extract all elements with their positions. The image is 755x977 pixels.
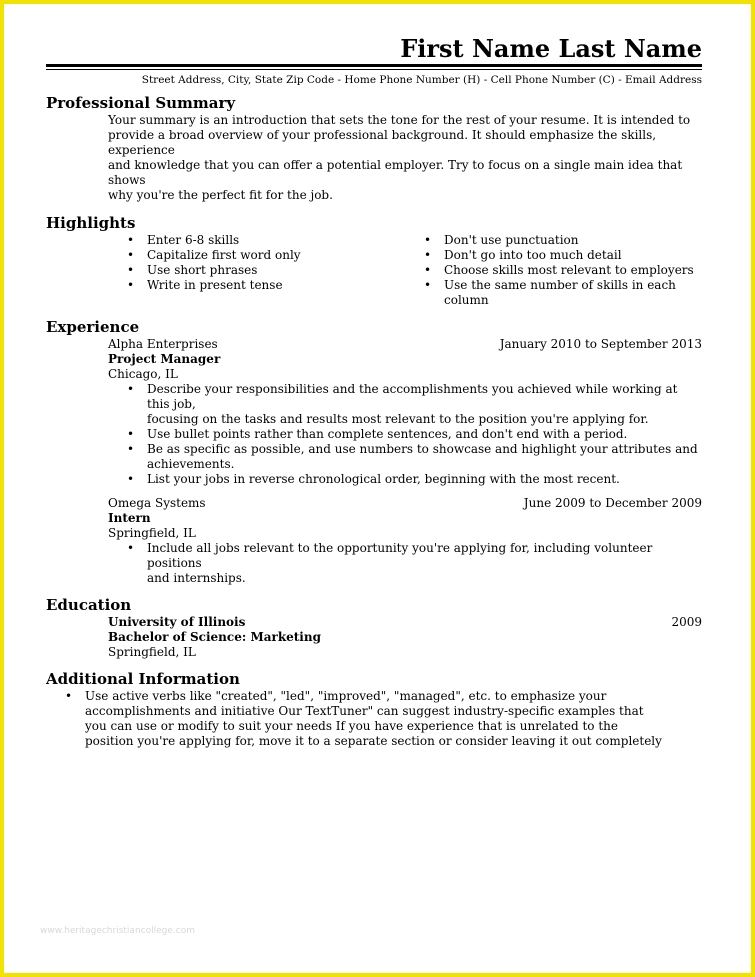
education-header [108,615,702,630]
highlights-right-column [405,233,702,308]
education-section [46,595,702,660]
job-header [108,337,702,352]
list-item [108,382,702,427]
bullet-icon: • [127,263,135,277]
graduation-year: 2009 [671,615,702,629]
summary-section [46,93,702,203]
degree-line [108,630,702,645]
additional-bullets [46,689,702,749]
job-bullets [108,382,702,487]
job-dates: January 2010 to September 2013 [499,337,702,351]
list-item [46,689,702,749]
summary-line: Your summary is an introduction that sets the tone for the rest of your resume. It is intended to [108,113,691,127]
bullet-text: you can use or modify to suit your needs If you have experience that is unrelated to the [85,719,618,733]
bullet-icon: • [424,278,432,292]
bullet-text: achievements. [147,457,235,471]
contact-line: Street Address, City, State Zip Code - Home Phone Number (H) - Cell Phone Number (C) - Email Address [141,74,702,86]
highlight-text: Don't go into too much detail [444,248,622,262]
bullet-text: List your jobs in reverse chronological order, beginning with the most recent. [147,472,620,486]
bullet-icon: • [424,233,432,247]
summary-line: and knowledge that you can offer a potential employer. Try to focus on a single main idea that shows [108,158,683,187]
highlight-text: Capitalize first word only [147,248,301,262]
list-item [108,442,702,472]
job-role: Project Manager [108,352,221,366]
additional-section [46,669,702,749]
bullet-text: accomplishments and initiative Our TextTuner" can suggest industry-specific examples that [85,704,644,718]
list-item [108,263,405,278]
education-title: Education [46,596,132,614]
bullet-icon: • [127,233,135,247]
list-item [405,248,702,263]
degree-major: Marketing [250,630,321,644]
bullet-icon: • [127,382,135,396]
bullet-icon: • [65,689,73,703]
degree-name: Bachelor of Science [108,630,242,644]
school-name: University of Illinois [108,615,246,629]
education-entry [108,615,702,660]
list-item [108,472,702,487]
highlight-text: Don't use punctuation [444,233,579,247]
bullet-text: Use bullet points rather than complete sentences, and don't end with a period. [147,427,628,441]
bullet-icon: • [127,541,135,555]
bullet-icon: • [127,248,135,262]
bullet-text: Include all jobs relevant to the opportunity you're applying for, including volunteer positions [147,541,653,570]
degree-separator: : [241,630,251,644]
list-item [108,233,405,248]
highlights-columns [108,233,702,308]
header-rule-thick [46,64,702,67]
bullet-icon: • [127,442,135,456]
summary-text [108,113,702,203]
list-item [405,233,702,248]
bullet-text: and internships. [147,571,246,585]
list-item [108,541,702,586]
bullet-text: Describe your responsibilities and the accomplishments you achieved while working at this job, [147,382,678,411]
job-entry [108,337,702,487]
highlight-text: column [444,293,489,307]
highlight-text: Write in present tense [147,278,283,292]
list-item [108,248,405,263]
list-item [405,263,702,278]
bullet-icon: • [127,427,135,441]
job-location: Chicago, IL [108,367,178,381]
highlight-text: Use the same number of skills in each [444,278,676,292]
bullet-icon: • [424,248,432,262]
job-bullets [108,541,702,586]
bullet-text: focusing on the tasks and results most relevant to the position you're applying for. [147,412,649,426]
header-rule-thin [46,69,702,70]
list-item [108,278,405,293]
bullet-text: Use active verbs like "created", "led", "improved", "managed", etc. to emphasize your [85,689,607,703]
highlights-section [46,213,702,308]
highlights-title: Highlights [46,214,136,232]
experience-section [46,317,702,586]
company-name: Alpha Enterprises [108,337,218,351]
highlight-text: Enter 6-8 skills [147,233,240,247]
summary-line: why you're the perfect fit for the job. [108,188,333,202]
additional-title: Additional Information [46,670,240,688]
job-dates: June 2009 to December 2009 [523,496,702,510]
candidate-name: First Name Last Name [400,34,702,63]
watermark-text: www.heritagechristiancollege.com [40,926,195,936]
school-location: Springfield, IL [108,645,196,659]
highlight-text: Use short phrases [147,263,258,277]
summary-line: provide a broad overview of your professional background. It should emphasize the skills, experience [108,128,657,157]
resume-header [46,34,702,88]
bullet-icon: • [424,263,432,277]
bullet-text: Be as specific as possible, and use numbers to showcase and highlight your attributes and [147,442,698,456]
resume-content [46,34,702,749]
experience-title: Experience [46,318,140,336]
list-item [405,278,702,308]
job-header [108,496,702,511]
job-role: Intern [108,511,151,525]
company-name: Omega Systems [108,496,206,510]
highlight-text: Choose skills most relevant to employers [444,263,694,277]
bullet-text: position you're applying for, move it to a separate section or consider leaving it out completely [85,734,662,748]
job-location: Springfield, IL [108,526,196,540]
job-entry [108,496,702,586]
summary-title: Professional Summary [46,94,236,112]
bullet-icon: • [127,278,135,292]
bullet-icon: • [127,472,135,486]
list-item [108,427,702,442]
highlights-left-column [108,233,405,308]
